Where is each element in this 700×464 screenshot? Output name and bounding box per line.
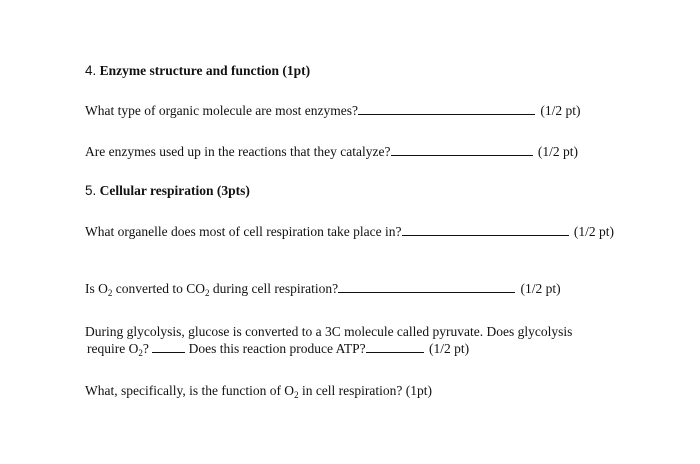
answer-blank[interactable]	[391, 143, 533, 156]
question-text-part1: Is O	[85, 281, 108, 296]
section-5-number: 5.	[85, 183, 97, 198]
subscript-2: 2	[138, 348, 143, 358]
question-text-part1: What, specifically, is the function of O	[85, 383, 295, 398]
points-label: (1/2 pt)	[537, 144, 578, 159]
question-organelle	[85, 223, 614, 240]
points-label: (1/2 pt)	[520, 281, 561, 296]
answer-blank[interactable]	[358, 102, 535, 115]
question-text: What type of organic molecule are most enzymes?	[85, 103, 359, 118]
question-text: What organelle does most of cell respiration take place in?	[85, 224, 402, 239]
question-text: Are enzymes used up in the reactions that they catalyze?	[85, 144, 391, 159]
answer-blank[interactable]	[402, 223, 569, 236]
section-5-heading	[85, 182, 250, 199]
question-o2-function	[85, 382, 432, 399]
section-4-title: Enzyme structure and function (1pt)	[99, 63, 311, 78]
question-enzyme-molecule	[85, 102, 581, 119]
question-text-part2: converted to CO	[112, 281, 205, 296]
subscript-2: 2	[294, 390, 299, 400]
question-text-part3: Does this reaction produce ATP?	[185, 341, 366, 356]
question-glycolysis-line1	[85, 323, 572, 340]
question-glycolysis-line2	[87, 340, 469, 357]
points-label: (1/2 pt)	[428, 341, 470, 356]
question-text-part1: require O	[87, 341, 139, 356]
section-5-title: Cellular respiration (3pts)	[99, 183, 250, 198]
section-4-number: 4.	[85, 63, 97, 78]
answer-blank[interactable]	[338, 280, 515, 293]
section-4-heading	[85, 62, 310, 79]
answer-blank-o2[interactable]	[152, 340, 185, 353]
question-o2-to-co2	[85, 280, 561, 297]
subscript-2: 2	[107, 288, 113, 298]
subscript-2: 2	[204, 288, 210, 298]
answer-blank-atp[interactable]	[366, 340, 424, 353]
question-enzymes-used-up	[85, 143, 578, 160]
question-text-part2: ?	[142, 341, 153, 356]
points-label: (1/2 pt)	[540, 103, 581, 118]
question-text-part3: during cell respiration?	[209, 281, 339, 296]
question-text: During glycolysis, glucose is converted to a 3C molecule called pyruvate. Does glycolysis	[85, 324, 573, 339]
points-label: (1/2 pt)	[573, 224, 615, 239]
question-text-part2: in cell respiration? (1pt)	[298, 383, 433, 398]
